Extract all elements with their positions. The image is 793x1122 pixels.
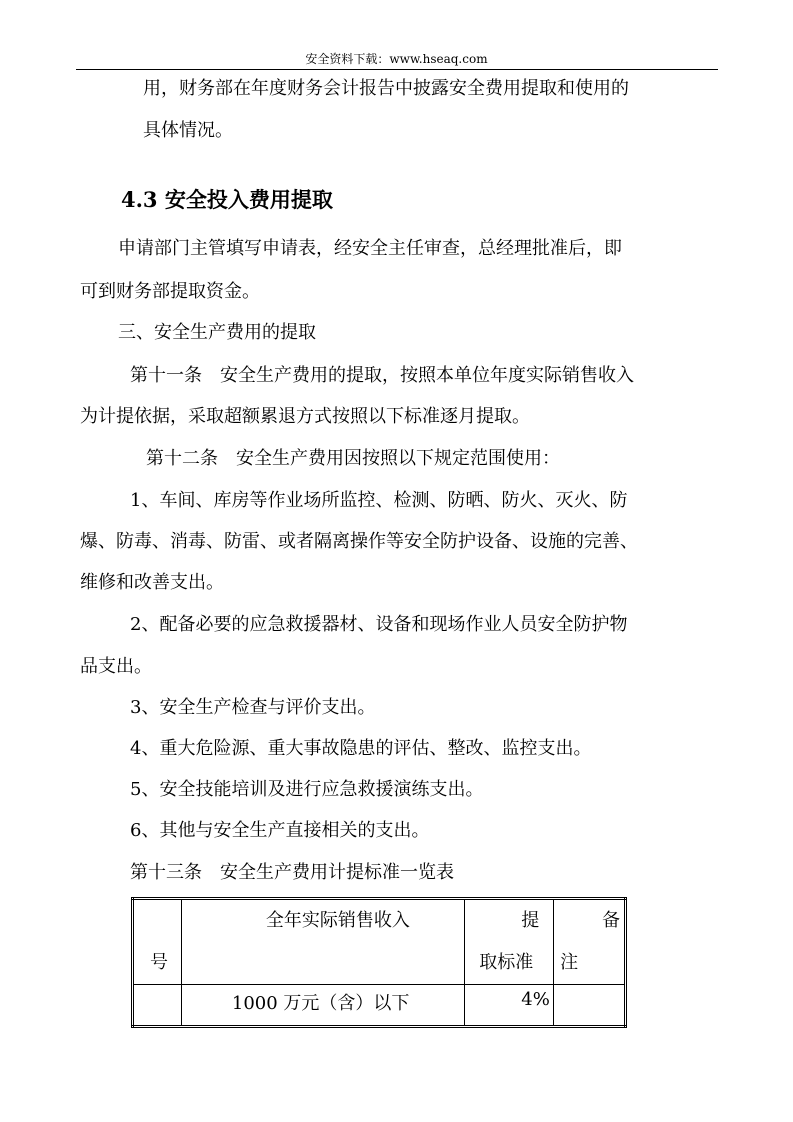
paragraph-line: 可到财务部提取资金。 (80, 281, 260, 302)
header-divider (76, 69, 718, 70)
paragraph-line: 第十二条 安全生产费用因按照以下规定范围使用： (146, 448, 560, 469)
paragraph-line: 维修和改善支出。 (80, 572, 224, 593)
page-header: 安全资料下载：www.hseaq.com (305, 52, 488, 66)
paragraph-line: 6、其他与安全生产直接相关的支出。 (130, 820, 430, 841)
table-row (133, 985, 626, 1027)
paragraph-line: 用，财务部在年度财务会计报告中披露安全费用提取和使用的 (143, 78, 629, 99)
paragraph-line: 4、重大危险源、重大事故隐患的评估、整改、监控支出。 (130, 738, 592, 759)
paragraph-line: 1、车间、库房等作业场所监控、检测、防晒、防火、灭火、防 (130, 490, 628, 511)
row-cell-remark (554, 985, 626, 1027)
paragraph-line: 品支出。 (80, 656, 152, 677)
header-cell-number: 号 (133, 899, 182, 985)
paragraph-line: 三、安全生产费用的提取 (118, 322, 316, 343)
row-cell-rate: 4% (465, 985, 554, 1027)
header-cell-rate: 提 取标准 (465, 899, 554, 985)
paragraph-line: 具体情况。 (143, 120, 233, 141)
header-cell-sales: 全年实际销售收入 (181, 899, 464, 985)
paragraph-line: 第十三条 安全生产费用计提标准一览表 (130, 862, 454, 883)
fee-standard-table (131, 897, 627, 1028)
paragraph-line: 爆、防毒、消毒、防雷、或者隔离操作等安全防护设备、设施的完善、 (80, 531, 638, 552)
section-heading: 4.3 安全投入费用提取 (121, 187, 333, 212)
header-cell-remark: 备 注 (554, 899, 626, 985)
paragraph-line: 第十一条 安全生产费用的提取，按照本单位年度实际销售收入 (130, 365, 634, 386)
paragraph-line: 3、安全生产检查与评价支出。 (130, 697, 376, 718)
paragraph-line: 申请部门主管填写申请表，经安全主任审查，总经理批准后，即 (118, 238, 622, 259)
paragraph-line: 5、安全技能培训及进行应急救援演练支出。 (130, 779, 484, 800)
row-cell-sales: 1000 万元（含）以下 (181, 985, 464, 1027)
table-header-row (133, 899, 626, 985)
row-cell-number (133, 985, 182, 1027)
paragraph-line: 2、配备必要的应急救援器材、设备和现场作业人员安全防护物 (130, 614, 628, 635)
paragraph-line: 为计提依据，采取超额累退方式按照以下标准逐月提取。 (80, 406, 530, 427)
